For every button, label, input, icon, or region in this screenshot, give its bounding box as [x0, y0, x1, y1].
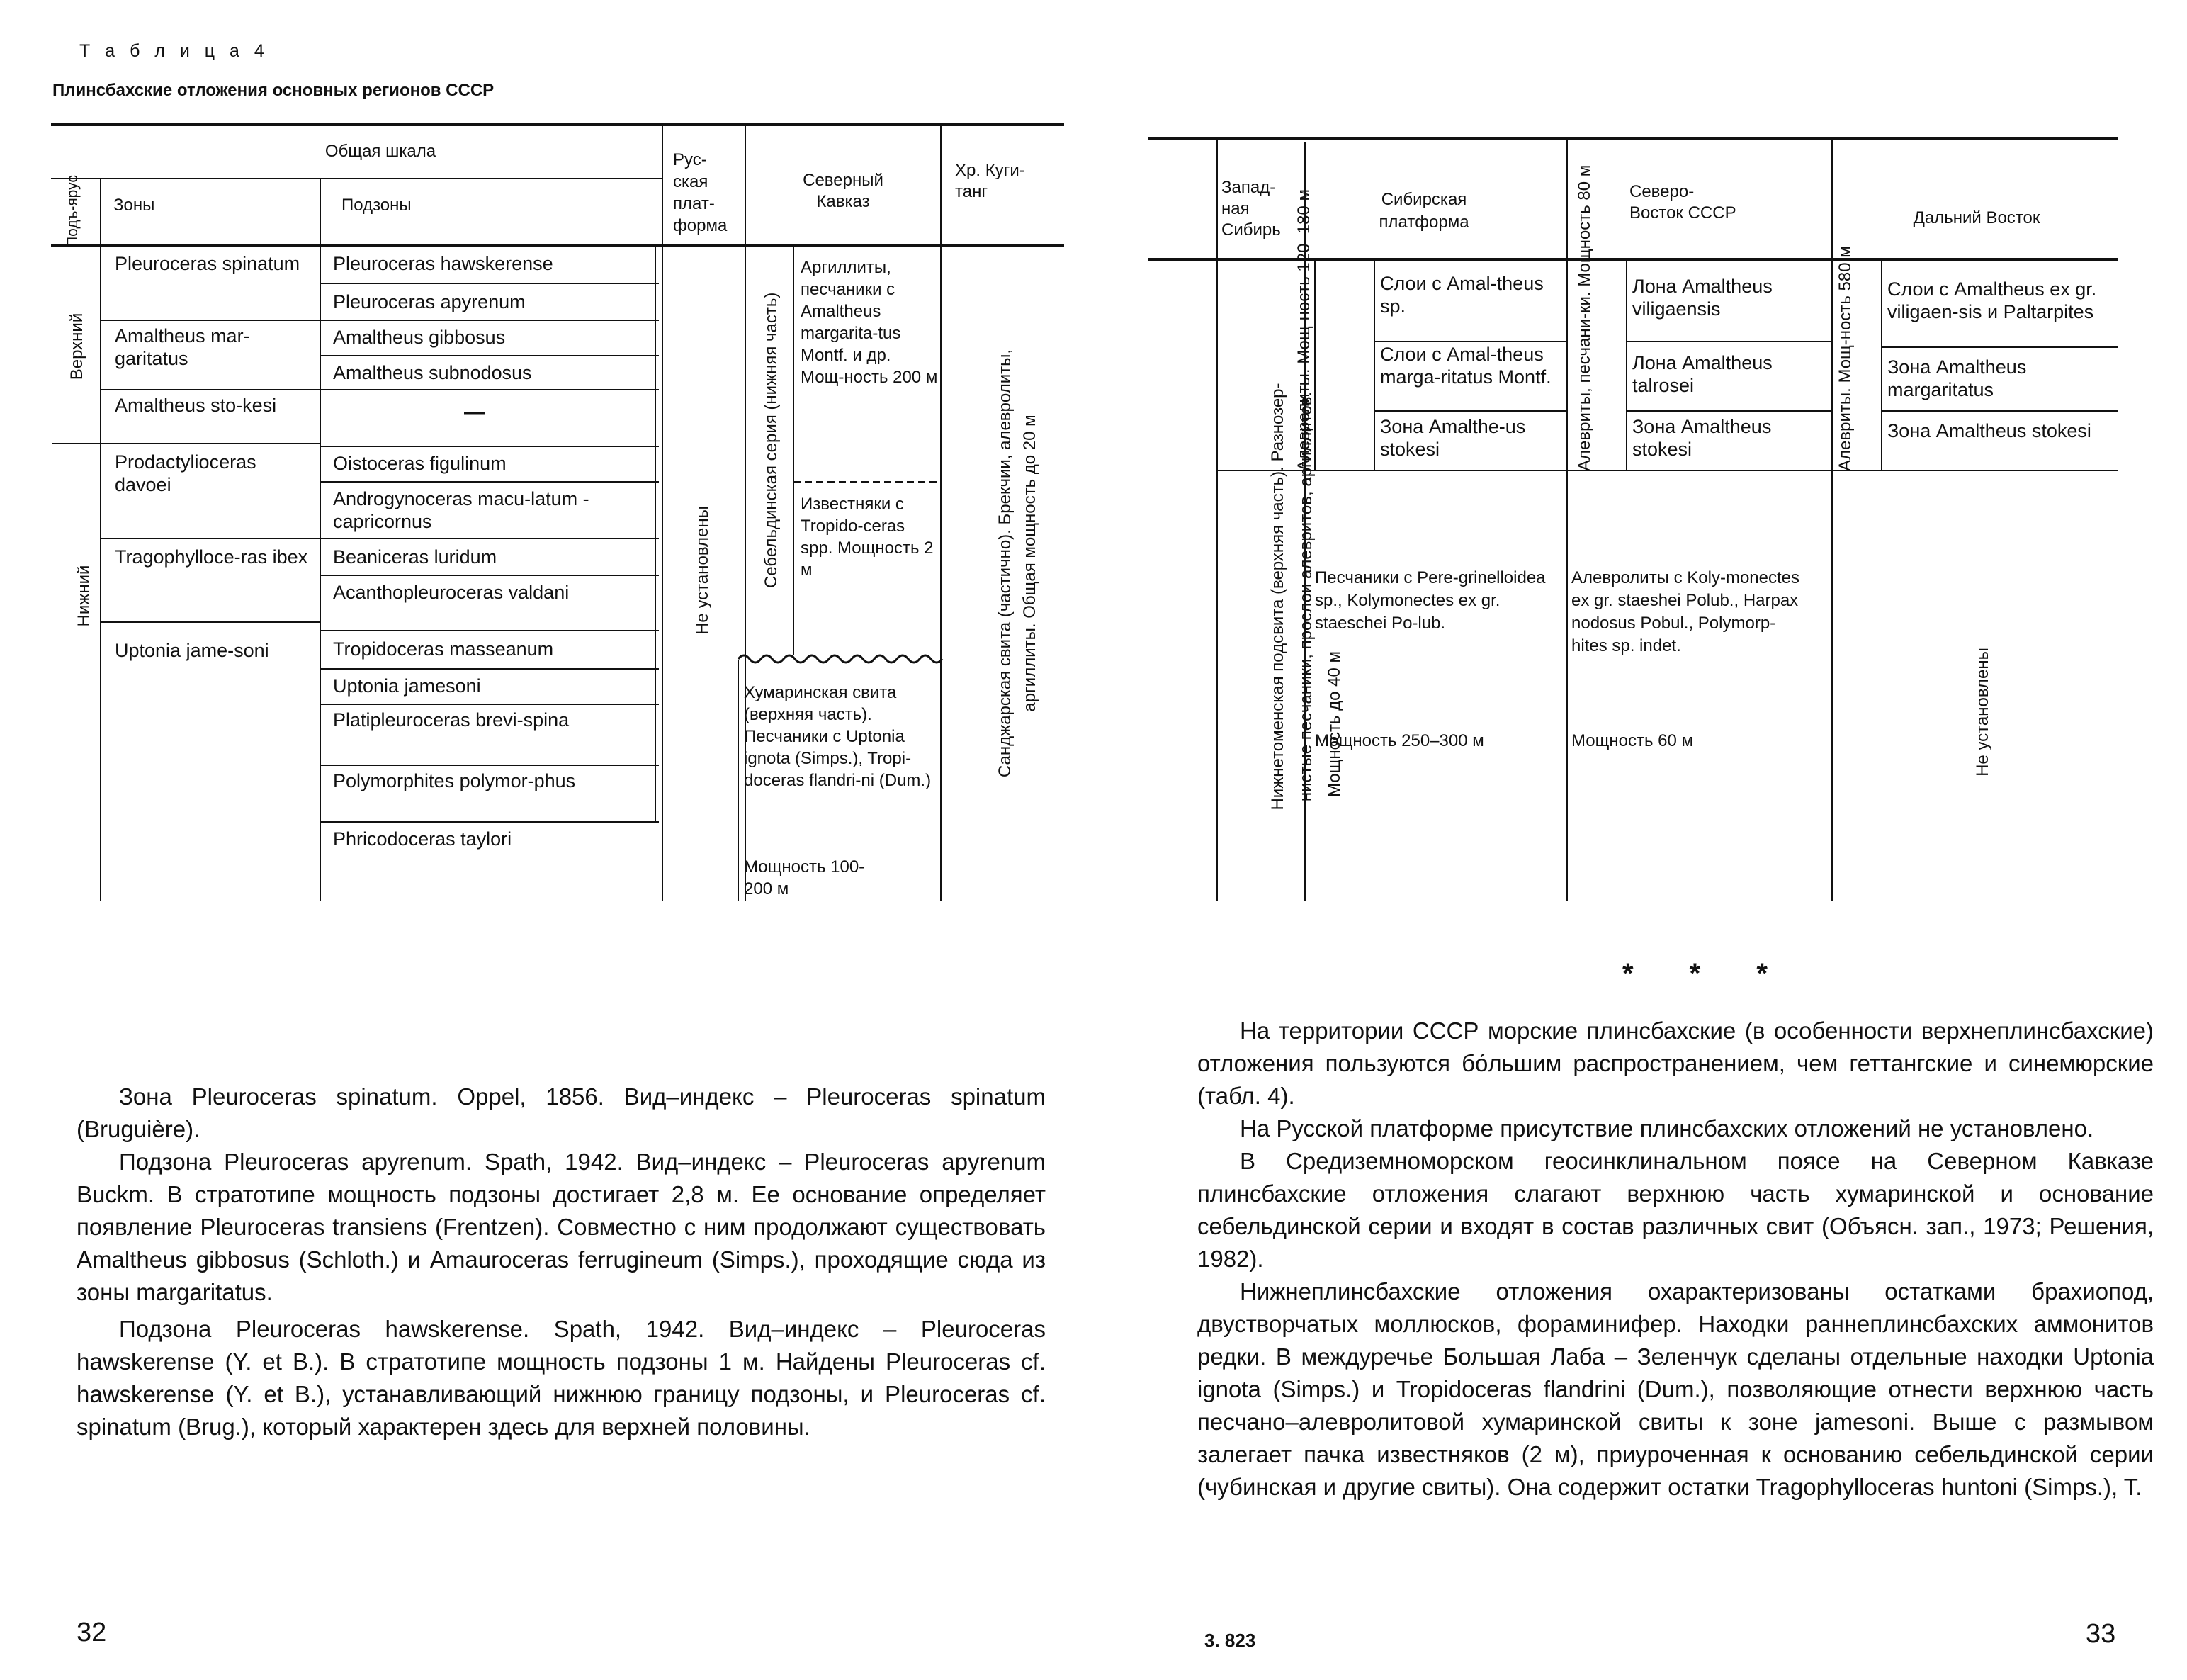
subzone-cell: Tropidoceras masseanum [333, 638, 554, 660]
paragraph: Нижнеплинсбахские отложения охарактеризованы остатками брахиопод, двустворчатых моллюсков, фораминифер. Находки раннеплинсбахских аммонитов редки. В междуречье Большая Лаба – Зеленчук сделаны отдельные находки Uptonia ignota (Simps.) и Tropidoceras flandrini (Dum.), позволяющие отнести верхнюю часть песчано–алевролитовой хумаринской свиты к зоне jamesoni. Выше с размывом залегает пачка известняков (2 м), приуроченная к основанию себельдинской серии (чубинская и другие свиты). Она содержит остатки Tragophylloceras huntoni (Simps.), T. [1197, 1278, 2154, 1500]
west-siberia-text-2: нистые песчаники, прослои алевритов, аргиллитов. [1296, 391, 1316, 802]
subzone-cell: Uptonia jamesoni [333, 675, 481, 697]
header-substage: Подъ-ярус [64, 175, 81, 247]
subzone-cell: Platipleuroceras brevi-spina [333, 709, 570, 731]
subzone-cell: Oistoceras figulinum [333, 453, 507, 474]
right-body-text [1197, 1015, 2154, 1504]
far-east-lower: Не установлены [1973, 648, 1992, 777]
subzone-cell: Beaniceras luridum [333, 546, 497, 568]
subzone-cell: Amaltheus gibbosus [333, 327, 506, 348]
siberian-lower: Песчаники с Pere-grinelloidea sp., Kolymonectes ex gr. staeschei Po-lub. [1315, 568, 1546, 633]
table-label: Т а б л и ц а 4 [79, 41, 269, 61]
subzone-cell: — [464, 400, 485, 424]
caucasus-thickness: Мощность 100-200 м [744, 857, 865, 898]
paragraph: Подзона Pleuroceras hawskerense. Spath, 1942. Вид–индекс – Pleuroceras hawskerense (Y. et B.). В стратотипе мощность подзоны 1 м. Найдены Pleuroceras cf. hawskerense (Y. et B.), устанавливающий нижнюю границу подзоны, и Pleuroceras cf. spinatum (Brug.), который характерен здесь для верхней половины. [77, 1316, 1046, 1440]
zone-cell: Amaltheus mar-garitatus [115, 325, 250, 369]
far-east-row: Зона Amaltheus stokesi [1887, 420, 2091, 441]
table-caption: Плинсбахские отложения основных регионов СССР [52, 81, 495, 100]
subzone-cell: Phricodoceras taylori [333, 828, 512, 850]
subzone-cell: Pleuroceras apyrenum [333, 291, 526, 312]
paragraph: Подзона Pleuroceras apyrenum. Spath, 1942. Вид–индекс – Pleuroceras apyrenum Buckm. В стратотипе мощность подзоны достигает 2,8 м. Ее основание определяет появление Pleuroceras transiens (Frentzen). Совместно с ним продолжают существовать Amaltheus gibbosus (Schloth.) и Amauroceras ferrugineum (Simps.), проходящие сюда из зоны margaritatus. [77, 1149, 1046, 1305]
zone-cell: Prodactylioceras davoei [115, 451, 256, 495]
russian-platform-note: Не установлены [693, 506, 712, 635]
zone-cell: Tragophylloce-ras ibex [115, 546, 308, 568]
header-west-siberia: Запад-ная Сибирь [1221, 178, 1281, 239]
zone-cell: Pleuroceras spinatum [115, 253, 300, 274]
left-body-text [77, 1081, 1046, 1443]
substage-upper: Верхний [67, 312, 86, 380]
northeast-row: Лона Amaltheus talrosei [1632, 352, 1773, 396]
siberian-row: Зона Amalthe-us stokesi [1380, 416, 1526, 460]
caucasus-series-label: Себельдинская серия (нижняя часть) [762, 292, 781, 588]
subzone-cell: Pleuroceras hawskerense [333, 253, 553, 274]
caucasus-limestones: Известняки с Tropido-ceras spp. Мощность 2 м [801, 495, 934, 580]
header-siberian-platform: Сибирская платформа [1379, 190, 1469, 232]
caucasus-khumarinsk: Хумаринская свита (верхняя часть). Песчаники с Uptonia ignota (Simps.), Tropi-doceras flandri-ni (Dum.) [744, 683, 932, 790]
substage-lower: Нижний [74, 565, 94, 627]
paragraph: В Средиземноморском геосинклинальном поясе на Северном Кавказе плинсбахские отложения слагают верхнюю часть хумаринской и основание себельдинской серии и входят в состав различных свит (Объясн. зап., 1973; Решения, 1982). [1197, 1148, 2154, 1272]
northeast-row: Лона Amaltheus viligaensis [1632, 276, 1773, 320]
northeast-row: Зона Amaltheus stokesi [1632, 416, 1772, 460]
far-east-row: Слои с Amaltheus ex gr. viligaen-sis и Paltarpites [1887, 278, 2097, 322]
subzone-cell: Androgynoceras macu-latum - capricornus [333, 488, 589, 532]
subzone-cell: Amaltheus subnodosus [333, 362, 532, 383]
header-subzones: Подзоны [341, 196, 412, 215]
paragraph: Зона Pleuroceras spinatum. Oppel, 1856. Вид–индекс – Pleuroceras spinatum (Bruguière). [77, 1083, 1046, 1142]
subzone-cell: Acanthopleuroceras valdani [333, 582, 570, 603]
paragraph: На территории СССР морские плинсбахские (в особенности верхнеплинсбахские) отложения пользуются бо́льшим распространением, чем геттангские и синемюрские (табл. 4). [1197, 1017, 2154, 1109]
header-northeast: Северо-Восток СССР [1629, 182, 1736, 222]
section-separator: * * * [1622, 958, 1792, 989]
header-far-east: Дальний Восток [1913, 208, 2040, 227]
kugitang-text-1: Санджарская свита (частично). Брекчии, алевролиты, [995, 349, 1015, 778]
page-number-right: 33 [2086, 1619, 2116, 1649]
footer-mark: 3. 823 [1204, 1630, 1256, 1651]
header-north-caucasus: Северный Кавказ [803, 171, 883, 211]
west-siberia-text-3: Мощность до 40 м [1325, 651, 1344, 798]
northeast-label: Алевриты, песчани-ки. Мощность 80 м [1575, 164, 1594, 471]
paragraph: На Русской платформе присутствие плинсбахских отложений не установлено. [1240, 1115, 2094, 1141]
siberian-lower-thickness: Мощность 250–300 м [1315, 731, 1484, 750]
zone-cell: Amaltheus sto-kesi [115, 395, 277, 416]
siberian-row: Слои с Amal-theus marga-ritatus Montf. [1380, 344, 1552, 388]
far-east-row: Зона Amaltheus margaritatus [1887, 356, 2027, 400]
zone-cell: Uptonia jame-soni [115, 640, 269, 661]
siberian-row: Слои с Amal-theus sp. [1380, 273, 1544, 317]
siberian-label: Алевролиты. Мощ-ность 120–180 м [1294, 189, 1313, 471]
northeast-lower: Алевролиты с Koly-monectes ex gr. staeshei Polub., Harpax nodosus Pobul., Polymorp-hites sp. indet. [1571, 568, 1799, 655]
header-russian-platform: Рус-ская плат-форма [673, 150, 728, 235]
west-siberia-text-1: Нижнетоменская подсвита (верхняя часть). Разнозер- [1268, 383, 1287, 811]
subzone-cell: Polymorphites polymor-phus [333, 770, 576, 791]
header-zones: Зоны [113, 196, 155, 215]
far-east-label: Алевриты. Мощ-ность 580 м [1836, 246, 1855, 471]
northeast-lower-thickness: Мощность 60 м [1571, 731, 1693, 750]
caucasus-argillites: Аргиллиты, песчаники с Amaltheus margarita-tus Montf. и др. Мощ-ность 200 м [801, 258, 938, 387]
page-number-left: 32 [77, 1618, 107, 1647]
kugitang-text-2: аргиллиты. Общая мощность до 20 м [1020, 415, 1039, 712]
header-general-scale: Общая шкала [324, 142, 436, 161]
header-kugitang: Хр. Куги-танг [955, 161, 1025, 201]
